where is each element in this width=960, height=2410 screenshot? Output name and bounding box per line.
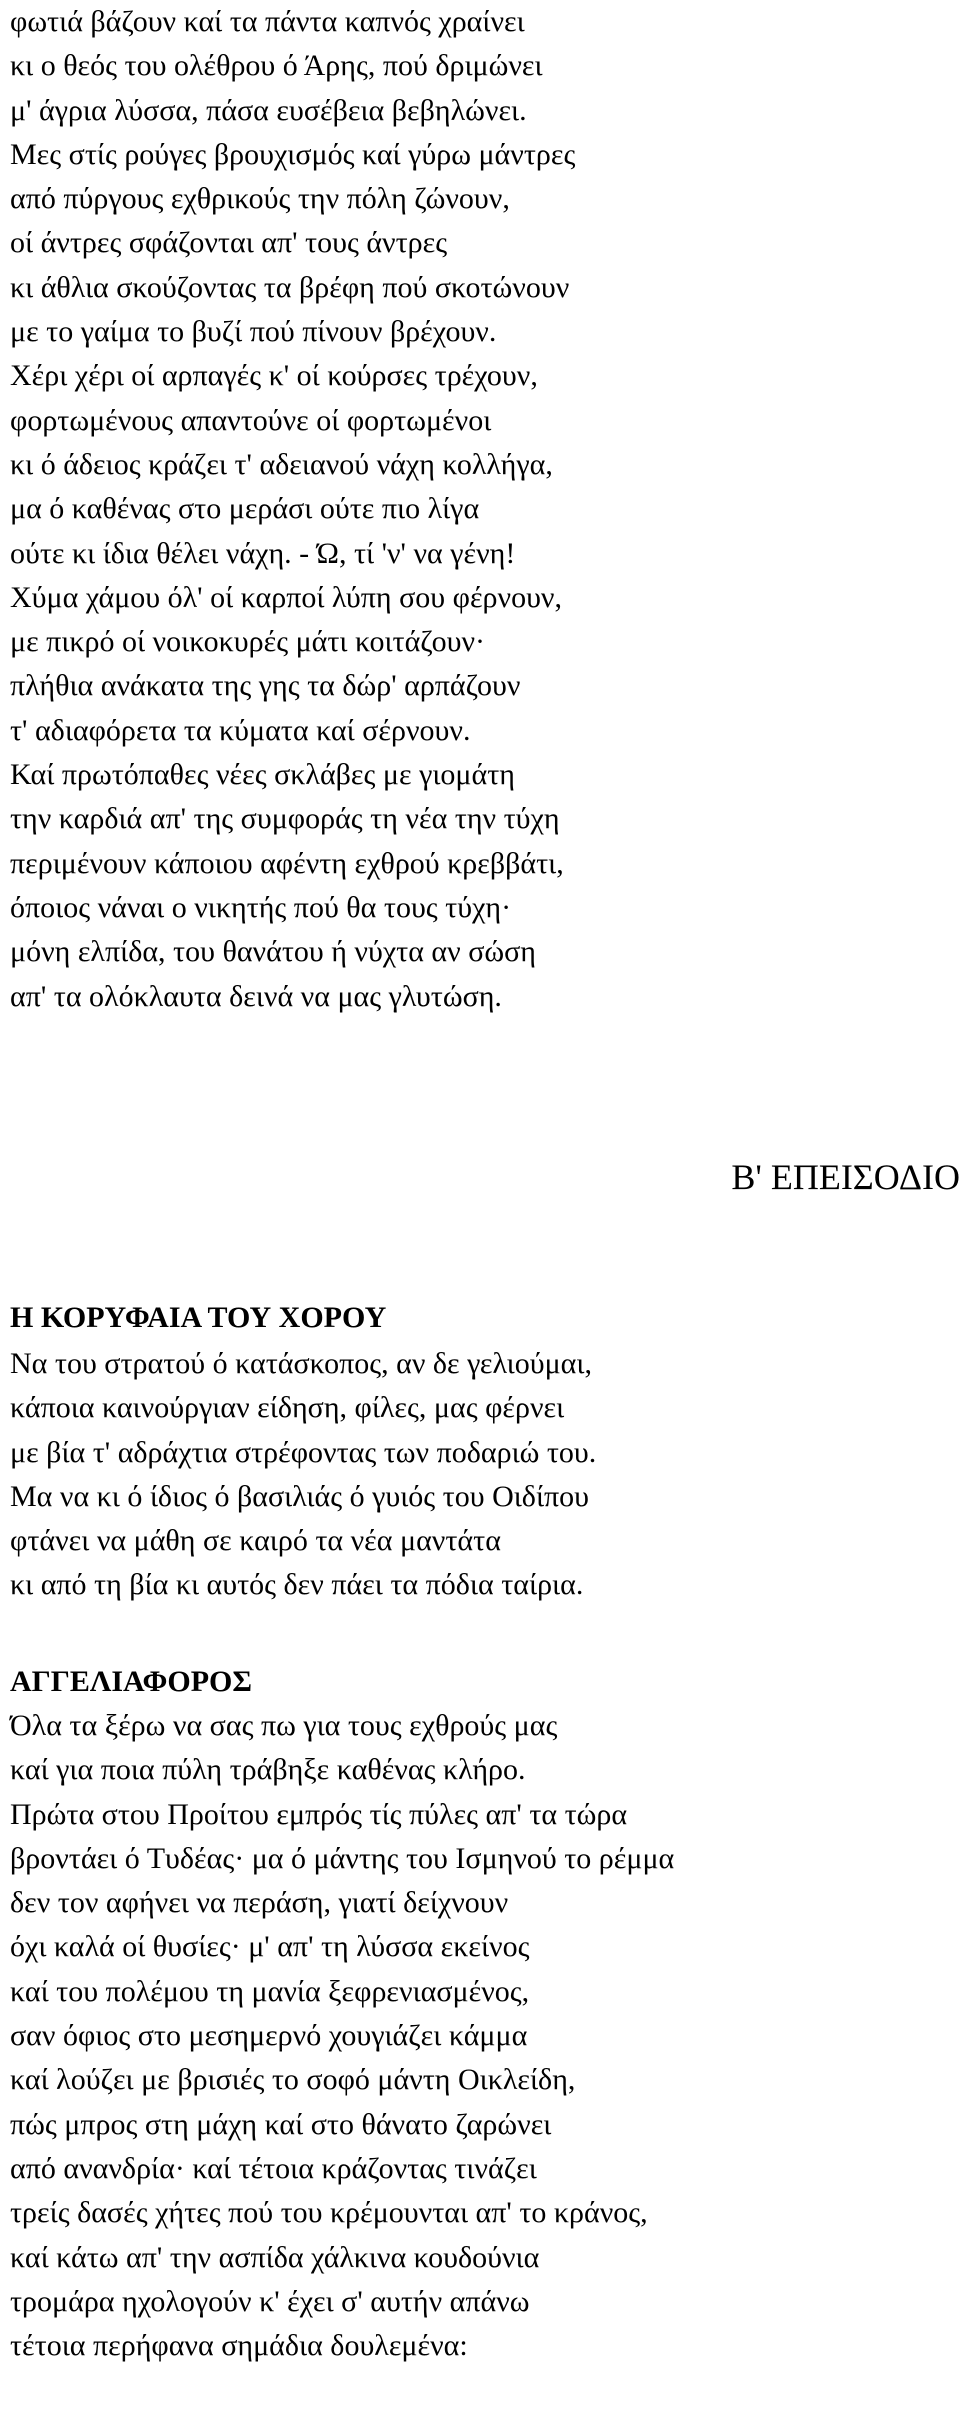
verse-line: τρομάρα ηχολογούν κ' έχει σ' αυτήν απάνω [10,2284,530,2318]
verse-line: καί του πολέμου τη μανία ξεφρενιασμένος, [10,1974,530,2008]
speaker-name-koryfaia: Η ΚΟΡΥΦΑΙΑ ΤΟΥ ΧΟΡΟΥ [10,1301,387,1334]
verse-line: με πικρό οί νοικοκυρές μάτι κοιτάζουν· [10,625,486,659]
verse-line: από πύργους εχθρικούς την πόλη ζώνουν, [10,182,510,216]
verse-line: δεν τον αφήνει να περάση, γιατί δείχνουν [10,1886,509,1920]
poem-stanza-1 [10,0,950,1019]
verse-line: πλήθια ανάκατα της γης τα δώρ' αρπάζουν [10,669,521,703]
verse-line: Μες στίς ρούγες βρουχισμός καί γύρω μάντρες [10,137,576,171]
verse-line: ούτε κι ίδια θέλει νάχη. - Ώ, τί 'ν' να γένη! [10,536,516,570]
verse-line: κι ο θεός του ολέθρου ό Άρης, πού δριμώνει [10,49,543,83]
verse-line: περιμένουν κάποιου αφέντη εχθρού κρεββάτι, [10,846,564,880]
verse-line: τ' αδιαφόρετα τα κύματα καί σέρνουν. [10,713,471,747]
verse-line: με το γαίμα το βυζί πού πίνουν βρέχουν. [10,315,497,349]
verse-line: κι από τη βία κι αυτός δεν πάει τα πόδια ταίρια. [10,1568,584,1602]
verse-line: Χύμα χάμου όλ' οί καρποί λύπη σου φέρνουν, [10,580,562,614]
verse-line: οί άντρες σφάζονται απ' τους άντρες [10,226,448,260]
verse-line: καί κάτω απ' την ασπίδα χάλκινα κουδούνια [10,2240,540,2274]
verse-line: με βία τ' αδράχτια στρέφοντας των ποδαριώ του. [10,1435,597,1469]
verse-line: τέτοια περήφανα σημάδια δουλεμένα: [10,2329,468,2363]
verse-line: κι ό άδειος κράζει τ' αδειανού νάχη κολλήγα, [10,447,553,481]
verse-line: την καρδιά απ' της συμφοράς τη νέα την τύχη [10,802,560,836]
verse-line: μα ό καθένας στο μεράσι ούτε πιο λίγα [10,492,480,526]
verse-line: καί για ποια πύλη τράβηξε καθένας κλήρο. [10,1753,526,1787]
verse-line: φωτιά βάζουν καί τα πάντα καπνός χραίνει [10,5,525,38]
verse-line: Μα να κι ό ίδιος ό βασιλιάς ό γυιός του Οιδίπου [10,1479,590,1513]
verse-line: σαν όφιος στο μεσημερνό χουγιάζει κάμμα [10,2019,528,2053]
verse-line: φορτωμένους απαντούνε οί φορτωμένοι [10,403,492,437]
verse-line: βροντάει ό Τυδέας· μα ό μάντης του Ισμηνού το ρέμμα [10,1841,675,1875]
speaker-name-angeliaforos: ΑΓΓΕΛΙΑΦΟΡΟΣ [10,1665,252,1698]
verse-line: Καί πρωτόπαθες νέες σκλάβες με γιομάτη [10,758,515,792]
verse-line: κάποια καινούργιαν είδηση, φίλες, μας φέρνει [10,1391,565,1425]
verse-line: κι άθλια σκούζοντας τα βρέφη πού σκοτώνουν [10,270,570,304]
verse-line: πώς μπρος στη μάχη καί στο θάνατο ζαρώνει [10,2107,552,2141]
verse-line: τρείς δασές χήτες πού του κρέμουνται απ' το κράνος, [10,2196,648,2230]
verse-line: φτάνει να μάθη σε καιρό τα νέα μαντάτα [10,1524,501,1558]
verse-line: από ανανδρία· καί τέτοια κράζοντας τινάζει [10,2151,537,2185]
poem-stanza-3 [10,1704,950,2368]
verse-line: όχι καλά οί θυσίες· μ' απ' τη λύσσα εκείνος [10,1930,530,1964]
verse-line: απ' τα ολόκλαυτα δεινά να μας γλυτώση. [10,979,502,1013]
poem-stanza-2 [10,1342,950,1608]
verse-line: μόνη ελπίδα, του θανάτου ή νύχτα αν σώση [10,935,536,969]
verse-line: Να του στρατού ό κατάσκοπος, αν δε γελιούμαι, [10,1347,592,1380]
verse-line: Όλα τα ξέρω να σας πω για τους εχθρούς μας [10,1709,558,1742]
verse-line: Χέρι χέρι οί αρπαγές κ' οί κούρσες τρέχουν, [10,359,538,393]
verse-line: όποιος νάναι ο νικητής πού θα τους τύχη· [10,890,512,924]
verse-line: μ' άγρια λύσσα, πάσα ευσέβεια βεβηλώνει. [10,93,527,127]
verse-line: καί λούζει με βρισιές το σοφό μάντη Οικλείδη, [10,2063,576,2097]
section-heading: Β' ΕΠΕΙΣΟΔΙΟ [731,1157,960,1197]
verse-line: Πρώτα στου Προίτου εμπρός τίς πύλες απ' τα τώρα [10,1797,628,1831]
